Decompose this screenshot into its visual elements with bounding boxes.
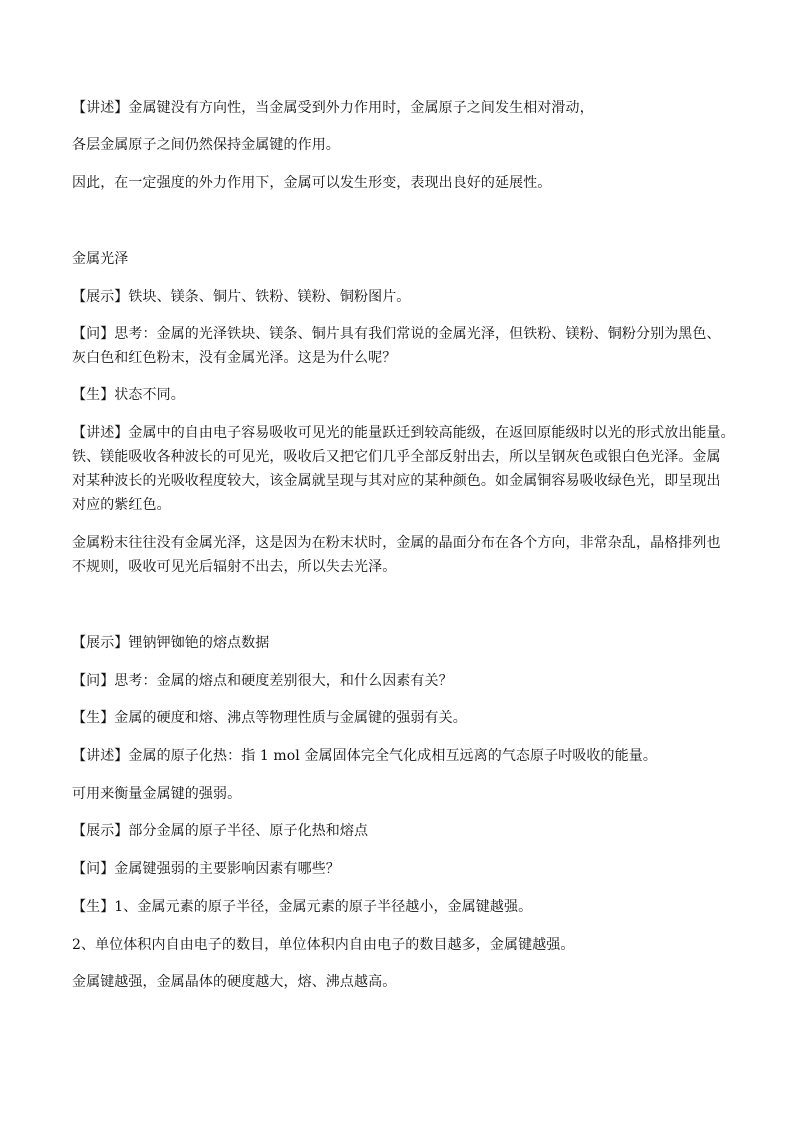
paragraph-line: 【讲述】金属中的自由电子容易吸收可见光的能量跃迁到较高能级，在返回原能级时以光的形式放出能量。 bbox=[72, 425, 735, 441]
paragraph-line: 【讲述】金属的原子化热：指 1 mol 金属固体完全气化成相互远离的气态原子吋吸收的能量。 bbox=[72, 748, 657, 764]
paragraph-line: 【展示】部分金属的原子半径、原子化热和熔点 bbox=[72, 823, 369, 839]
paragraph-line: 灰白色和红色粉末，没有金属光泽。这是为什么呢？ bbox=[72, 350, 397, 366]
paragraph-line: 各层金属原子之间仍然保持金属键的作用。 bbox=[72, 137, 340, 153]
paragraph-line: 可用来衡量金属键的强弱。 bbox=[72, 786, 242, 802]
paragraph-line: 【生】状态不同。 bbox=[72, 387, 185, 403]
paragraph-line: 金属键越强，金属晶体的硬度越大，熔、沸点越高。 bbox=[72, 974, 397, 990]
paragraph-line: 铁、镁能吸收各种波长的可见光，吸收后又把它们几乎全部反射出去，所以呈钢灰色或银白色光泽。金属 bbox=[72, 449, 721, 465]
paragraph-line: 【问】思考：金属的熔点和硬度差别很大，和什么因素有关？ bbox=[72, 673, 453, 689]
paragraph-line: 【生】1、金属元素的原子半径，金属元素的原子半径越小，金属键越强。 bbox=[72, 899, 533, 915]
paragraph-line: 对某种波长的光吸收程度较大，该金属就呈现与其对应的某种颜色。如金属铜容易吸收绿色光，即呈现出 bbox=[72, 473, 721, 489]
paragraph-line: 【展示】铁块、镁条、铜片、铁粉、镁粉、铜粉图片。 bbox=[72, 289, 411, 305]
paragraph-line: 【讲述】金属键没有方向性，当金属受到外力作用时，金属原子之间发生相对滑动， bbox=[72, 100, 594, 116]
section-heading: 金属光泽 bbox=[72, 251, 129, 267]
paragraph-line: 2、单位体积内自由电子的数目，单位体积内自由电子的数目越多，金属键越强。 bbox=[72, 937, 575, 953]
paragraph-line: 对应的紫红色。 bbox=[72, 497, 171, 513]
paragraph-line: 【生】金属的硬度和熔、沸点等物理性质与金属键的强弱有关。 bbox=[72, 710, 467, 726]
paragraph-line: 【问】金属键强弱的主要影响因素有哪些？ bbox=[72, 861, 340, 877]
paragraph-line: 【问】思考：金属的光泽铁块、镁条、铜片具有我们常说的金属光泽，但铁粉、镁粉、铜粉分别为黑色、 bbox=[72, 326, 721, 342]
paragraph-line: 因此，在一定强度的外力作用下，金属可以发生形变，表现出良好的延展性。 bbox=[72, 175, 552, 191]
paragraph-line: 【展示】锂钠钾铷铯的熔点数据 bbox=[72, 635, 270, 651]
paragraph-line: 不规则，吸收可见光后辐射不出去，所以失去光泽。 bbox=[72, 559, 397, 575]
paragraph-line: 金属粉末往往没有金属光泽，这是因为在粉末状时，金属的晶面分布在各个方向，非常杂乱，晶格排列也 bbox=[72, 535, 721, 551]
